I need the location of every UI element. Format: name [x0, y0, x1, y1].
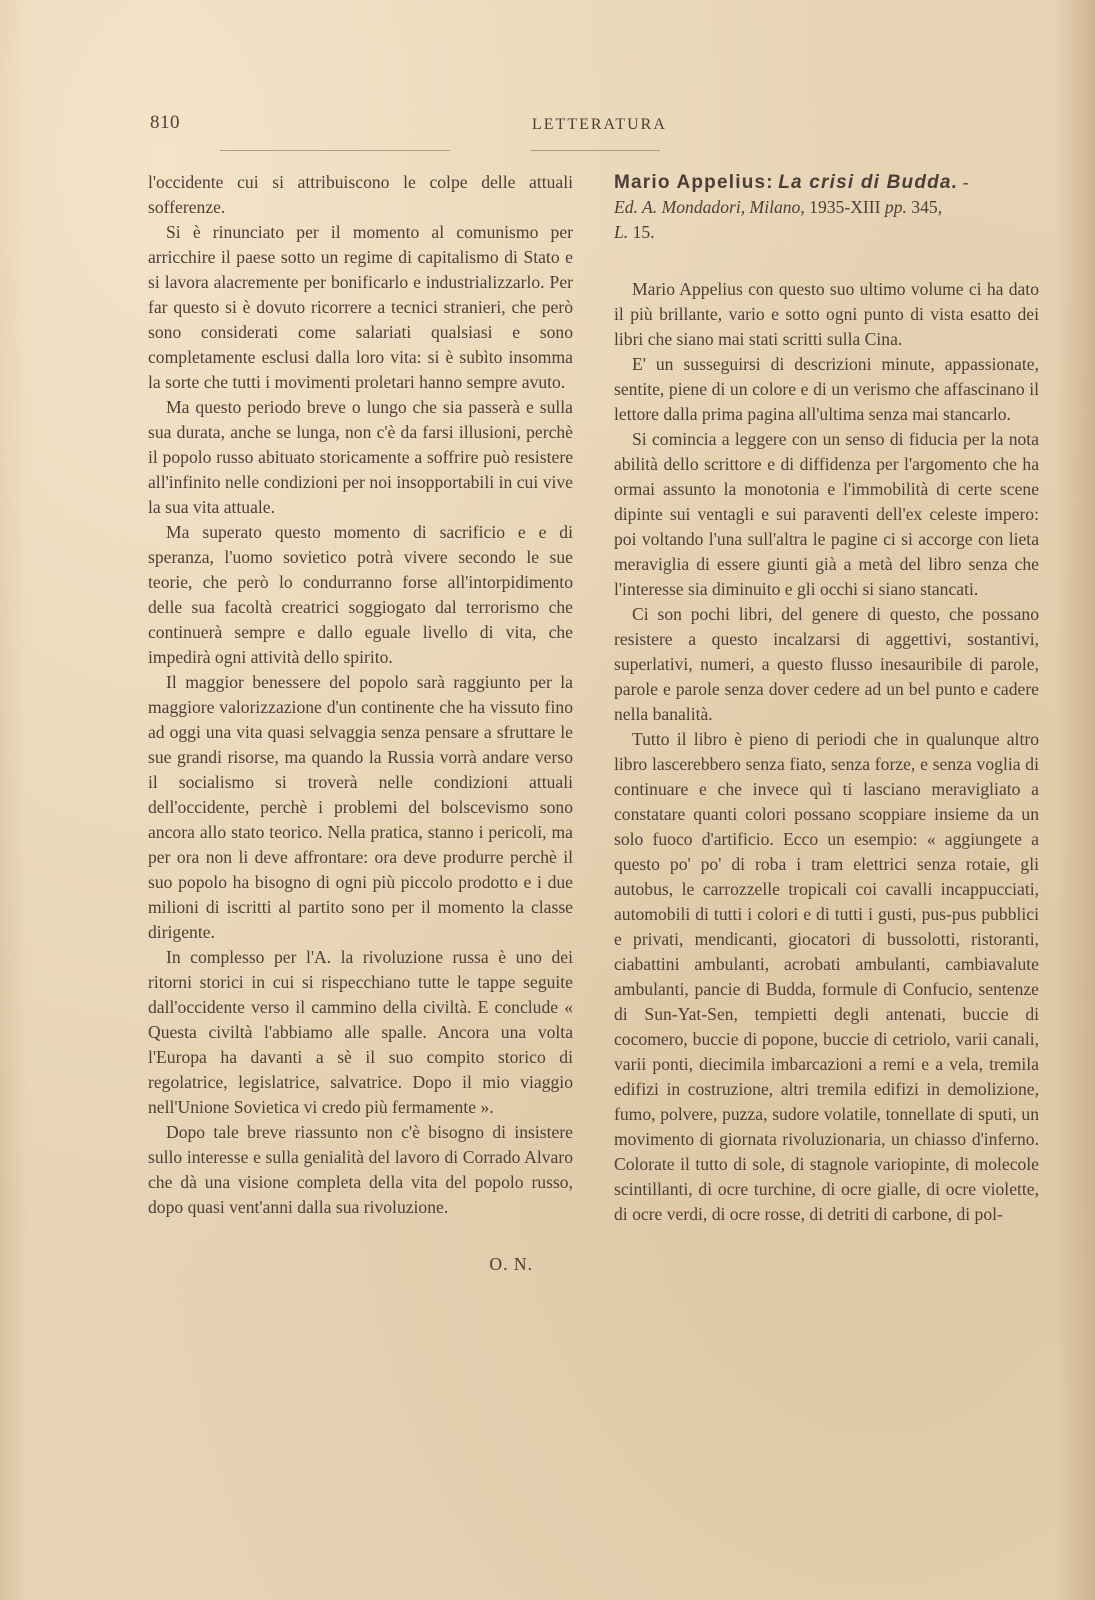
paragraph: Ma questo periodo breve o lungo che sia passerà e sulla sua durata, anche se lunga, non c'è da farsi illusioni, perchè il popolo russo abituato storicamente a soffrire può resistere all'infinito nelle condizioni per noi insopportabili in cui vive la sua vita attuale.	[148, 397, 573, 517]
header-rule-left	[220, 150, 450, 151]
paragraph: In complesso per l'A. la rivoluzione russa è uno dei ritorni storici in cui si rispecchiano tutte le tappe seguite dall'occidente verso il cammino della civiltà. E conclude « Questa civiltà l'abbiamo alle spalle. Ancora una volta l'Europa ha davanti a sè il suo compito storico di regolatrice, legislatrice, salvatrice. Dopo il mio viaggio nell'Unione Sovietica vi credo più fermamente ».	[148, 947, 573, 1117]
signature: O. N.	[489, 1254, 533, 1274]
review-pages-abbr: pp.	[884, 197, 907, 217]
paragraph: Si è rinunciato per il momento al comunismo per arricchire il paese sotto un regime di capitalismo di Stato e si lavora alacremente per bonificarlo e industrializzarlo. Per far questo si è dovuto ricorrere a tecnici stranieri, che però sono considerati come salariati qualsiasi e sono completamente esclusi dalla loro vita: si è subìto insomma la sorte che tutti i movimenti proletari hanno sempre avuto.	[148, 222, 573, 392]
paragraph: Il maggior benessere del popolo sarà raggiunto per la maggiore valorizzazione d'un continente che ha vissuto fino ad oggi una vita quasi selvaggia senza pensare a sfruttare le sue grandi risorse, ma quando la Russia vorrà andare verso il socialismo si troverà nelle condizioni attuali dell'occidente, perchè i problemi del bolscevismo sono ancora allo stato teorico. Nella pratica, stanno i pericoli, ma per ora non li deve affrontare: ora deve produrre perchè il suo popolo ha bisogno di ogni più piccolo prodotto e i due milioni di iscritti al partito sono per il momento la classe dirigente.	[148, 672, 573, 942]
left-column	[148, 170, 573, 1277]
header-rule-right	[530, 150, 660, 151]
paragraph: E' un susseguirsi di descrizioni minute, appassionate, sentite, piene di un colore e di un verismo che affascinano il lettore dalla prima pagina all'ultima senza mai stancarlo.	[614, 354, 1039, 424]
review-price: 15.	[628, 222, 655, 242]
running-head: LETTERATURA	[532, 116, 667, 133]
paragraph: Si comincia a leggere con un senso di fiducia per la nota abilità dello scrittore e di diffidenza per l'argomento che ha ormai assunto la monotonia e l'immobilità di certe scene dipinte sui ventagli e sui paraventi dell'ex celeste impero: poi voltando l'una sull'altra le pagine ci si accorge con lieta meraviglia di essere giunti già a metà del libro senza che l'interesse sia diminuito e gli occhi si siano stancati.	[614, 429, 1039, 599]
review-title: La crisi di Budda.	[778, 172, 959, 193]
review-heading	[614, 170, 1039, 245]
paragraph: l'occidente cui si attribuiscono le colpe delle attuali sofferenze.	[148, 172, 573, 217]
page-number: 810	[150, 112, 180, 133]
paragraph: Mario Appelius con questo suo ultimo volume ci ha dato il più brillante, vario e sotto ogni punto di vista esatto dei libri che siano mai stati scritti sulla Cina.	[614, 279, 1039, 349]
review-pages: 345,	[906, 197, 943, 217]
page-header	[0, 0, 1095, 160]
review-year: 1935-XIII	[804, 197, 885, 217]
review-gap	[614, 245, 1039, 277]
review-price-abbr: L.	[614, 222, 629, 242]
right-column	[614, 170, 1039, 1227]
review-author: Mario Appelius:	[614, 172, 774, 193]
paragraph: Ci son pochi libri, del genere di questo, che possano resistere a questo incalzarsi di aggettivi, sostantivi, superlativi, numeri, a questo flusso inesauribile di parole, parole e parole senza dover cedere ad un bel punto e cadere nella banalità.	[614, 604, 1039, 724]
review-publisher: Ed. A. Mondadori, Milano,	[614, 197, 805, 217]
paragraph: Ma superato questo momento di sacrificio e e di speranza, l'uomo sovietico potrà vivere secondo le sue teorie, che però lo condurranno forse all'intorpidimento delle sua facoltà creatrici soggiogato dal terrorismo che continuerà sempre e dallo eguale livello di vita, che impedirà ogni attività dello spirito.	[148, 522, 573, 667]
paragraph: Dopo tale breve riassunto non c'è bisogno di insistere sullo interesse e sulla genialità del lavoro di Corrado Alvaro che dà una visione completa della vita del popolo russo, dopo quasi vent'anni dalla sua rivoluzione.	[148, 1122, 573, 1217]
review-dash: -	[958, 172, 969, 192]
paragraph: Tutto il libro è pieno di periodi che in qualunque altro libro lascerebbero senza fiato, senza forze, e senza voglia di continuare e che invece quì ti lasciano meravigliato a constatare quanti colori possano scoppiare insieme da un solo fuoco d'artificio. Ecco un esempio: « aggiungete a questo po' po' di roba i tram elettrici senza rotaie, gli autobus, le carrozzelle tropicali coi cavalli incappucciati, automobili di tutti i colori e di tutti i gusti, pus-pus pubblici e privati, mendicanti, giocatori di bussolotti, ristoranti, ciabattini ambulanti, acrobati ambulanti, cambiavalute ambulanti, pancie di Budda, formule di Confucio, sentenze di Sun-Yat-Sen, tempietti degli antenati, buccie di cocomero, buccie di popone, buccie di cetriolo, varii canali, varii ponti, diecimila imbarcazioni a remi e a vela, tremila edifizi in costruzione, altri tremila edifizi in demolizione, fumo, polvere, puzza, sudore volatile, tonnellate di sputi, un movimento di giornata rivoluzionaria, un chiasso d'inferno. Colorate il tutto di sole, di stagnole variopinte, di molecole scintillanti, di ocre turchine, di ocre gialle, di ocre violette, di ocre verdi, di ocre rosse, di detriti di carbone, di pol-	[614, 729, 1039, 1224]
